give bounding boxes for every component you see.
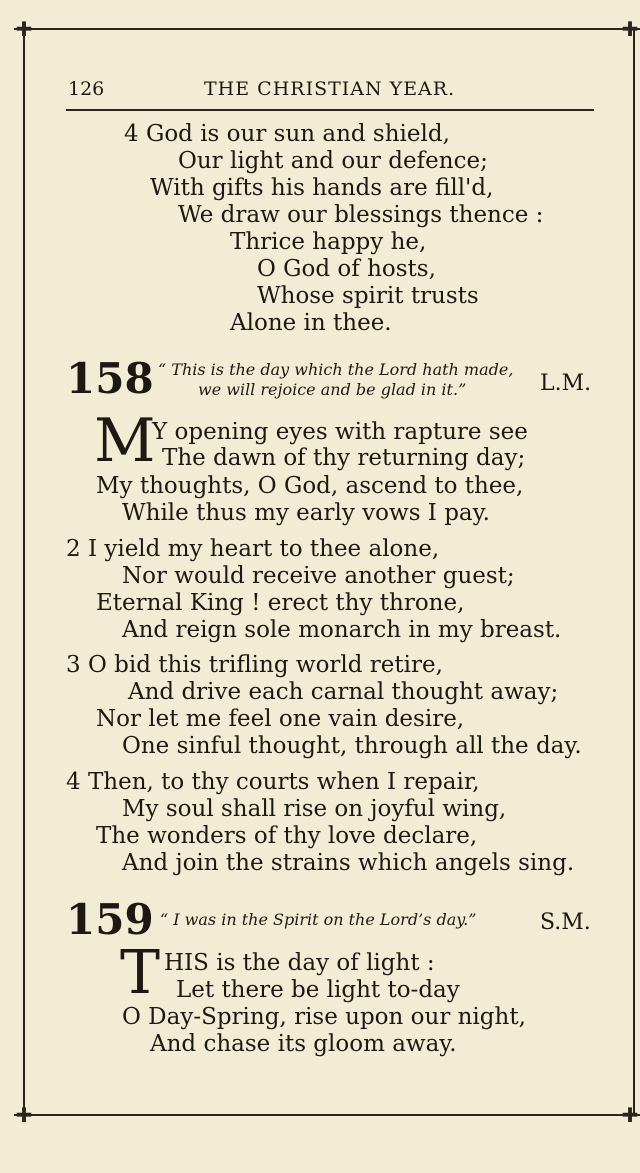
verse-line: My thoughts, O God, ascend to thee,	[96, 473, 524, 499]
verse-line: And chase its gloom away.	[150, 1031, 457, 1057]
verse-line: Nor would receive another guest;	[122, 563, 515, 589]
frame-right-rule	[633, 28, 635, 1116]
verse-line: Thrice happy he,	[230, 229, 427, 255]
verse-line: And reign sole monarch in my breast.	[122, 617, 562, 643]
cross-ornament-icon: ✚	[621, 1103, 639, 1127]
verse-line: HIS is the day of light :	[164, 950, 435, 976]
verse-line: Alone in thee.	[230, 310, 392, 336]
verse-line: Whose spirit trusts	[257, 283, 479, 309]
header-rule	[66, 109, 594, 111]
hymn-meter: S.M.	[540, 910, 591, 935]
verse-line: And drive each carnal thought away;	[128, 679, 559, 705]
verse-line: The wonders of thy love declare,	[96, 823, 478, 849]
verse-line: O God of hosts,	[257, 256, 436, 282]
verse-line: With gifts his hands are fill'd,	[150, 175, 494, 201]
verse-line: 4 Then, to thy courts when I repair,	[66, 769, 480, 795]
page-number: 126	[68, 78, 105, 100]
verse-line: O Day-Spring, rise upon our night,	[122, 1004, 526, 1030]
frame-top-rule	[14, 28, 640, 30]
verse-line: Let there be light to-day	[176, 977, 460, 1003]
verse-line: Our light and our defence;	[178, 148, 488, 174]
verse-line: 4 God is our sun and shield,	[124, 121, 450, 147]
running-title: THE CHRISTIAN YEAR.	[204, 78, 456, 100]
verse-line: While thus my early vows I pay.	[122, 500, 490, 526]
verse-line: We draw our blessings thence :	[178, 202, 544, 228]
verse-line: Nor let me feel one vain desire,	[96, 706, 465, 732]
hymn-epigraph: “ I was in the Spirit on the Lord’s day.”	[160, 910, 477, 929]
hymn-epigraph: “ This is the day which the Lord hath made,	[158, 360, 514, 379]
verse-line: The dawn of thy returning day;	[162, 445, 526, 471]
frame-left-rule	[23, 28, 25, 1116]
cross-ornament-icon: ✚	[15, 17, 33, 41]
drop-cap: T	[120, 938, 161, 1008]
verse-line: One sinful thought, through all the day.	[122, 733, 582, 759]
hymn-meter: L.M.	[540, 371, 592, 396]
hymn-number: 159	[66, 895, 154, 944]
verse-line: Y opening eyes with rapture see	[152, 419, 528, 445]
drop-cap: M	[94, 406, 156, 476]
verse-line: And join the strains which angels sing.	[122, 850, 575, 876]
verse-line: 2 I yield my heart to thee alone,	[66, 536, 440, 562]
hymn-epigraph: we will rejoice and be glad in it.”	[198, 380, 467, 399]
verse-line: Eternal King ! erect thy throne,	[96, 590, 465, 616]
verse-line: My soul shall rise on joyful wing,	[122, 796, 507, 822]
cross-ornament-icon: ✚	[15, 1103, 33, 1127]
cross-ornament-icon: ✚	[621, 17, 639, 41]
verse-line: 3 O bid this trifling world retire,	[66, 652, 443, 678]
frame-bottom-rule	[14, 1114, 640, 1116]
hymn-number: 158	[66, 354, 154, 403]
